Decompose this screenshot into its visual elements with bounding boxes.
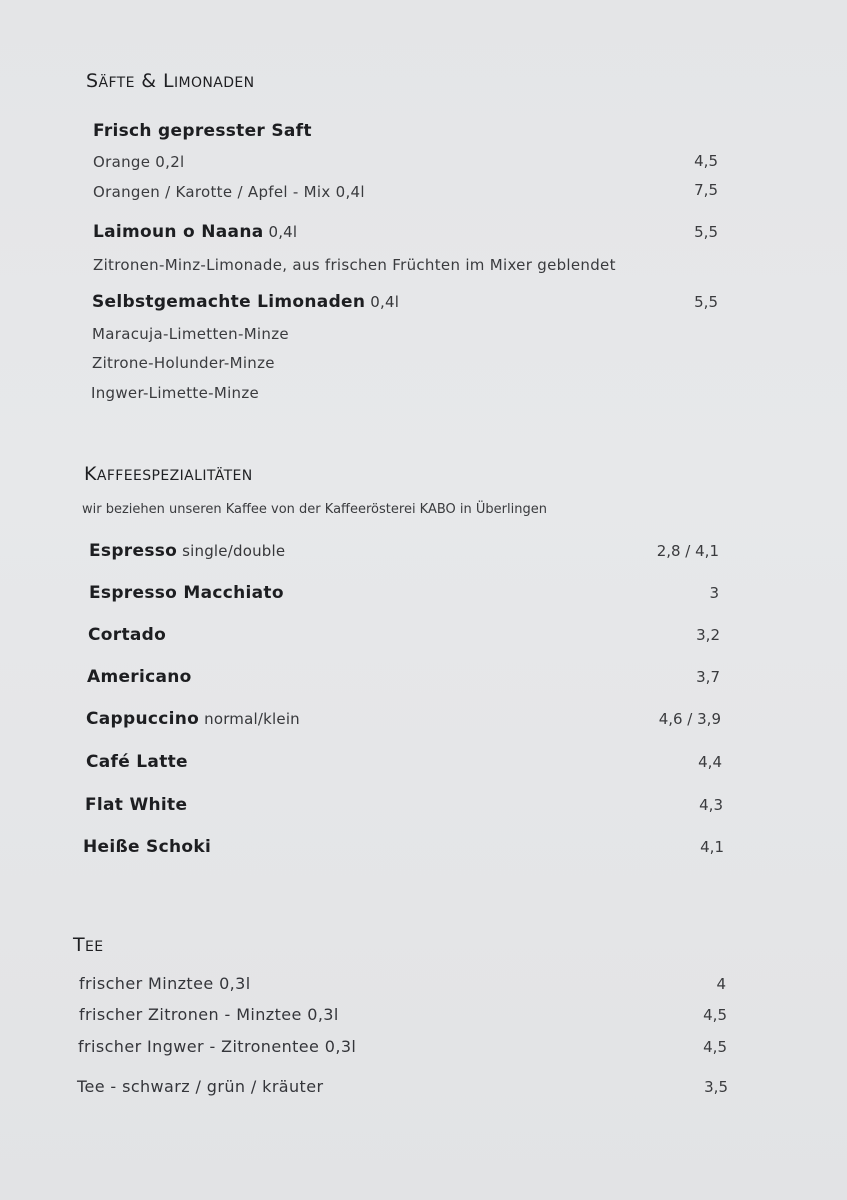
coffee-item [83, 837, 211, 857]
tea-item-price: 3,5 [704, 1078, 728, 1096]
item-price: 3,7 [696, 668, 720, 686]
saft-line-label: Orange 0,2l [93, 153, 185, 171]
item-name: Selbstgemachte Limonaden [92, 292, 366, 312]
item-sub: normal/klein [199, 710, 300, 728]
item-price: 3,2 [696, 626, 720, 644]
item-name: Espresso [89, 541, 178, 561]
flavor-line: Ingwer-Limette-Minze [91, 384, 260, 402]
item-laimoun [93, 222, 297, 242]
tea-item-label: frischer Ingwer - Zitronentee 0,3l [78, 1037, 357, 1056]
section-title-tee: TEE [73, 934, 104, 956]
tea-item-label: Tee - schwarz / grün / kräuter [77, 1077, 324, 1096]
item-price: 5,5 [694, 293, 718, 311]
item-name: Laimoun o Naana [93, 222, 264, 242]
saft-line-price: 7,5 [694, 181, 718, 199]
section-title-saefte: SÄFTE & LIMONADEN [86, 70, 255, 92]
item-price: 3 [709, 584, 719, 602]
item-name: Café Latte [86, 752, 188, 772]
tea-item-price: 4 [716, 975, 726, 993]
item-size: 0,4l [365, 293, 400, 311]
coffee-item [86, 752, 188, 772]
item-name: Cappuccino [86, 709, 200, 729]
tea-item-label: frischer Minztee 0,3l [79, 974, 251, 993]
tea-item-label: frischer Zitronen - Minztee 0,3l [79, 1005, 339, 1024]
saft-line-price: 4,5 [694, 152, 718, 170]
item-name: Espresso Macchiato [89, 583, 284, 603]
item-name: Americano [87, 667, 192, 687]
section-title-kaffee: KAFFEESPEZIALITÄTEN [84, 463, 253, 485]
item-price: 4,4 [698, 753, 722, 771]
item-name-saft: Frisch gepresster Saft [93, 121, 312, 141]
item-price: 4,3 [699, 796, 723, 814]
coffee-item [86, 709, 300, 729]
coffee-item [89, 541, 285, 561]
item-price: 4,1 [700, 838, 724, 856]
flavor-line: Zitrone-Holunder-Minze [92, 354, 275, 372]
coffee-item [85, 795, 187, 815]
item-price: 4,6 / 3,9 [658, 710, 721, 728]
item-description: Zitronen-Minz-Limonade, aus frischen Früchten im Mixer geblendet [93, 256, 616, 274]
tea-item-price: 4,5 [703, 1038, 727, 1056]
item-sub: single/double [177, 542, 286, 560]
kaffee-note: wir beziehen unseren Kaffee von der Kaffeerösterei KABO in Überlingen [82, 502, 547, 517]
coffee-item [87, 667, 192, 687]
item-price: 5,5 [694, 223, 718, 241]
coffee-item [88, 625, 166, 645]
item-name: Cortado [88, 625, 167, 645]
flavor-line: Maracuja-Limetten-Minze [92, 325, 289, 343]
item-limonaden [92, 292, 399, 312]
item-name: Heiße Schoki [83, 837, 212, 857]
item-price: 2,8 / 4,1 [656, 542, 719, 560]
saft-line-label: Orangen / Karotte / Apfel - Mix 0,4l [93, 183, 365, 201]
coffee-item [89, 583, 284, 603]
item-size: 0,4l [263, 223, 298, 241]
tea-item-price: 4,5 [703, 1006, 727, 1024]
item-name: Flat White [85, 795, 188, 815]
